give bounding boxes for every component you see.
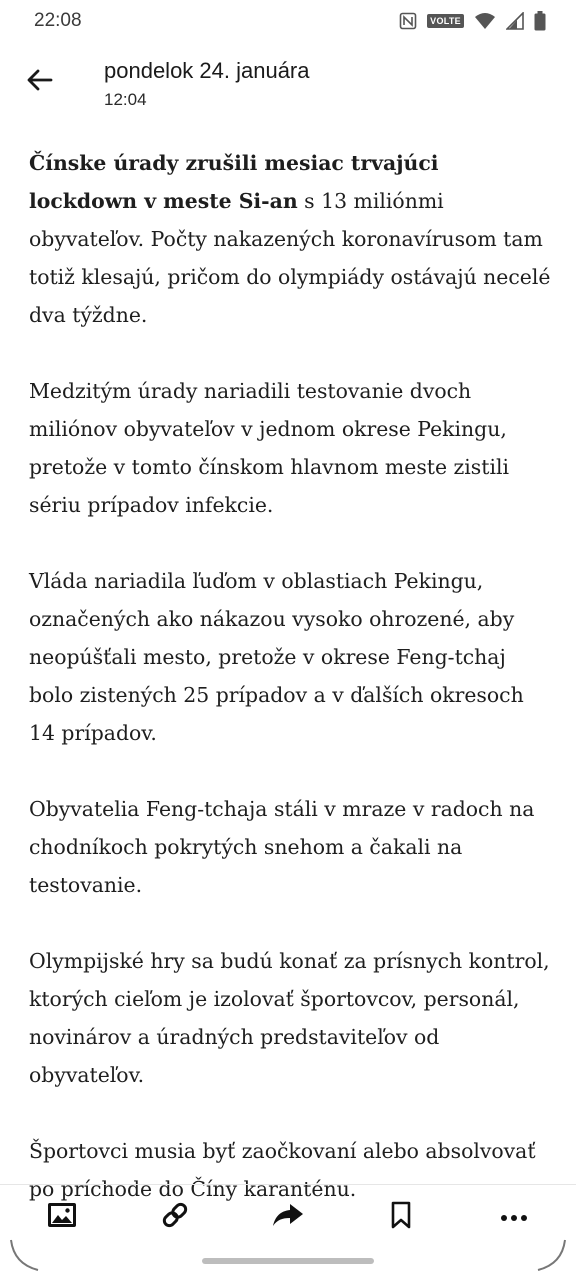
share-icon (272, 1202, 304, 1232)
article-time: 12:04 (104, 90, 147, 109)
article-lead-bold: Čínske úrady zrušili mesiac trvajúci lockdown v meste Si-an (29, 151, 439, 213)
article-body (29, 144, 551, 1246)
article-paragraph: Vláda nariadila ľuďom v oblastiach Pekingu, označených ako nákazou vysoko ohrozené, aby neopúšťali mesto, pretože v okrese Feng-tchaj bolo zistených 25 prípadov a v ďalších okresoch 14 prípadov. (29, 569, 524, 745)
article-header (0, 52, 576, 122)
image-button[interactable] (42, 1197, 82, 1237)
screen-corner-left (8, 1238, 42, 1272)
battery-icon (534, 11, 546, 31)
signal-icon (506, 12, 524, 30)
article-lead (29, 144, 551, 334)
article-lead-rest: s 13 miliónmi obyvateľov. Počty nakazených koronavírusom tam totiž klesajú, pričom do olympiády ostávajú necelé dva týždne. (29, 189, 551, 327)
bookmark-icon (390, 1201, 412, 1233)
screen-corner-right (534, 1238, 568, 1272)
share-button[interactable] (268, 1197, 308, 1237)
article-paragraph: Športovci musia byť zaočkovaní alebo absolvovať po príchode do Číny karanténu. (29, 1139, 536, 1201)
article-paragraph: Obyvatelia Feng-tchaja stáli v mraze v radoch na chodníkoch pokrytých snehom a čakali na testovanie. (29, 797, 535, 897)
nfc-icon (399, 12, 417, 30)
volte-icon: VOLTE (427, 14, 464, 28)
status-bar (0, 0, 576, 44)
arrow-back-icon (26, 66, 54, 98)
link-icon (161, 1201, 189, 1233)
bookmark-button[interactable] (381, 1197, 421, 1237)
article-paragraph: Olympijské hry sa budú konať za prísnych kontrol, ktorých cieľom je izolovať športovcov, personál, novinárov a úradných predstaviteľov od obyvateľov. (29, 949, 550, 1087)
more-icon (500, 1207, 528, 1226)
status-time: 22:08 (34, 10, 82, 31)
wifi-icon (474, 12, 496, 30)
image-icon (47, 1202, 77, 1232)
article-date: pondelok 24. januára (104, 58, 310, 83)
article-paragraph: Medzitým úrady nariadili testovanie dvoch miliónov obyvateľov v jednom okrese Pekingu, pretože v tomto čínskom hlavnom meste zistili sériu prípadov infekcie. (29, 379, 510, 517)
more-button[interactable] (494, 1197, 534, 1237)
home-indicator[interactable] (202, 1258, 374, 1264)
status-icons (399, 11, 546, 31)
back-button[interactable] (24, 66, 56, 98)
bottom-toolbar (0, 1184, 576, 1248)
link-button[interactable] (155, 1197, 195, 1237)
